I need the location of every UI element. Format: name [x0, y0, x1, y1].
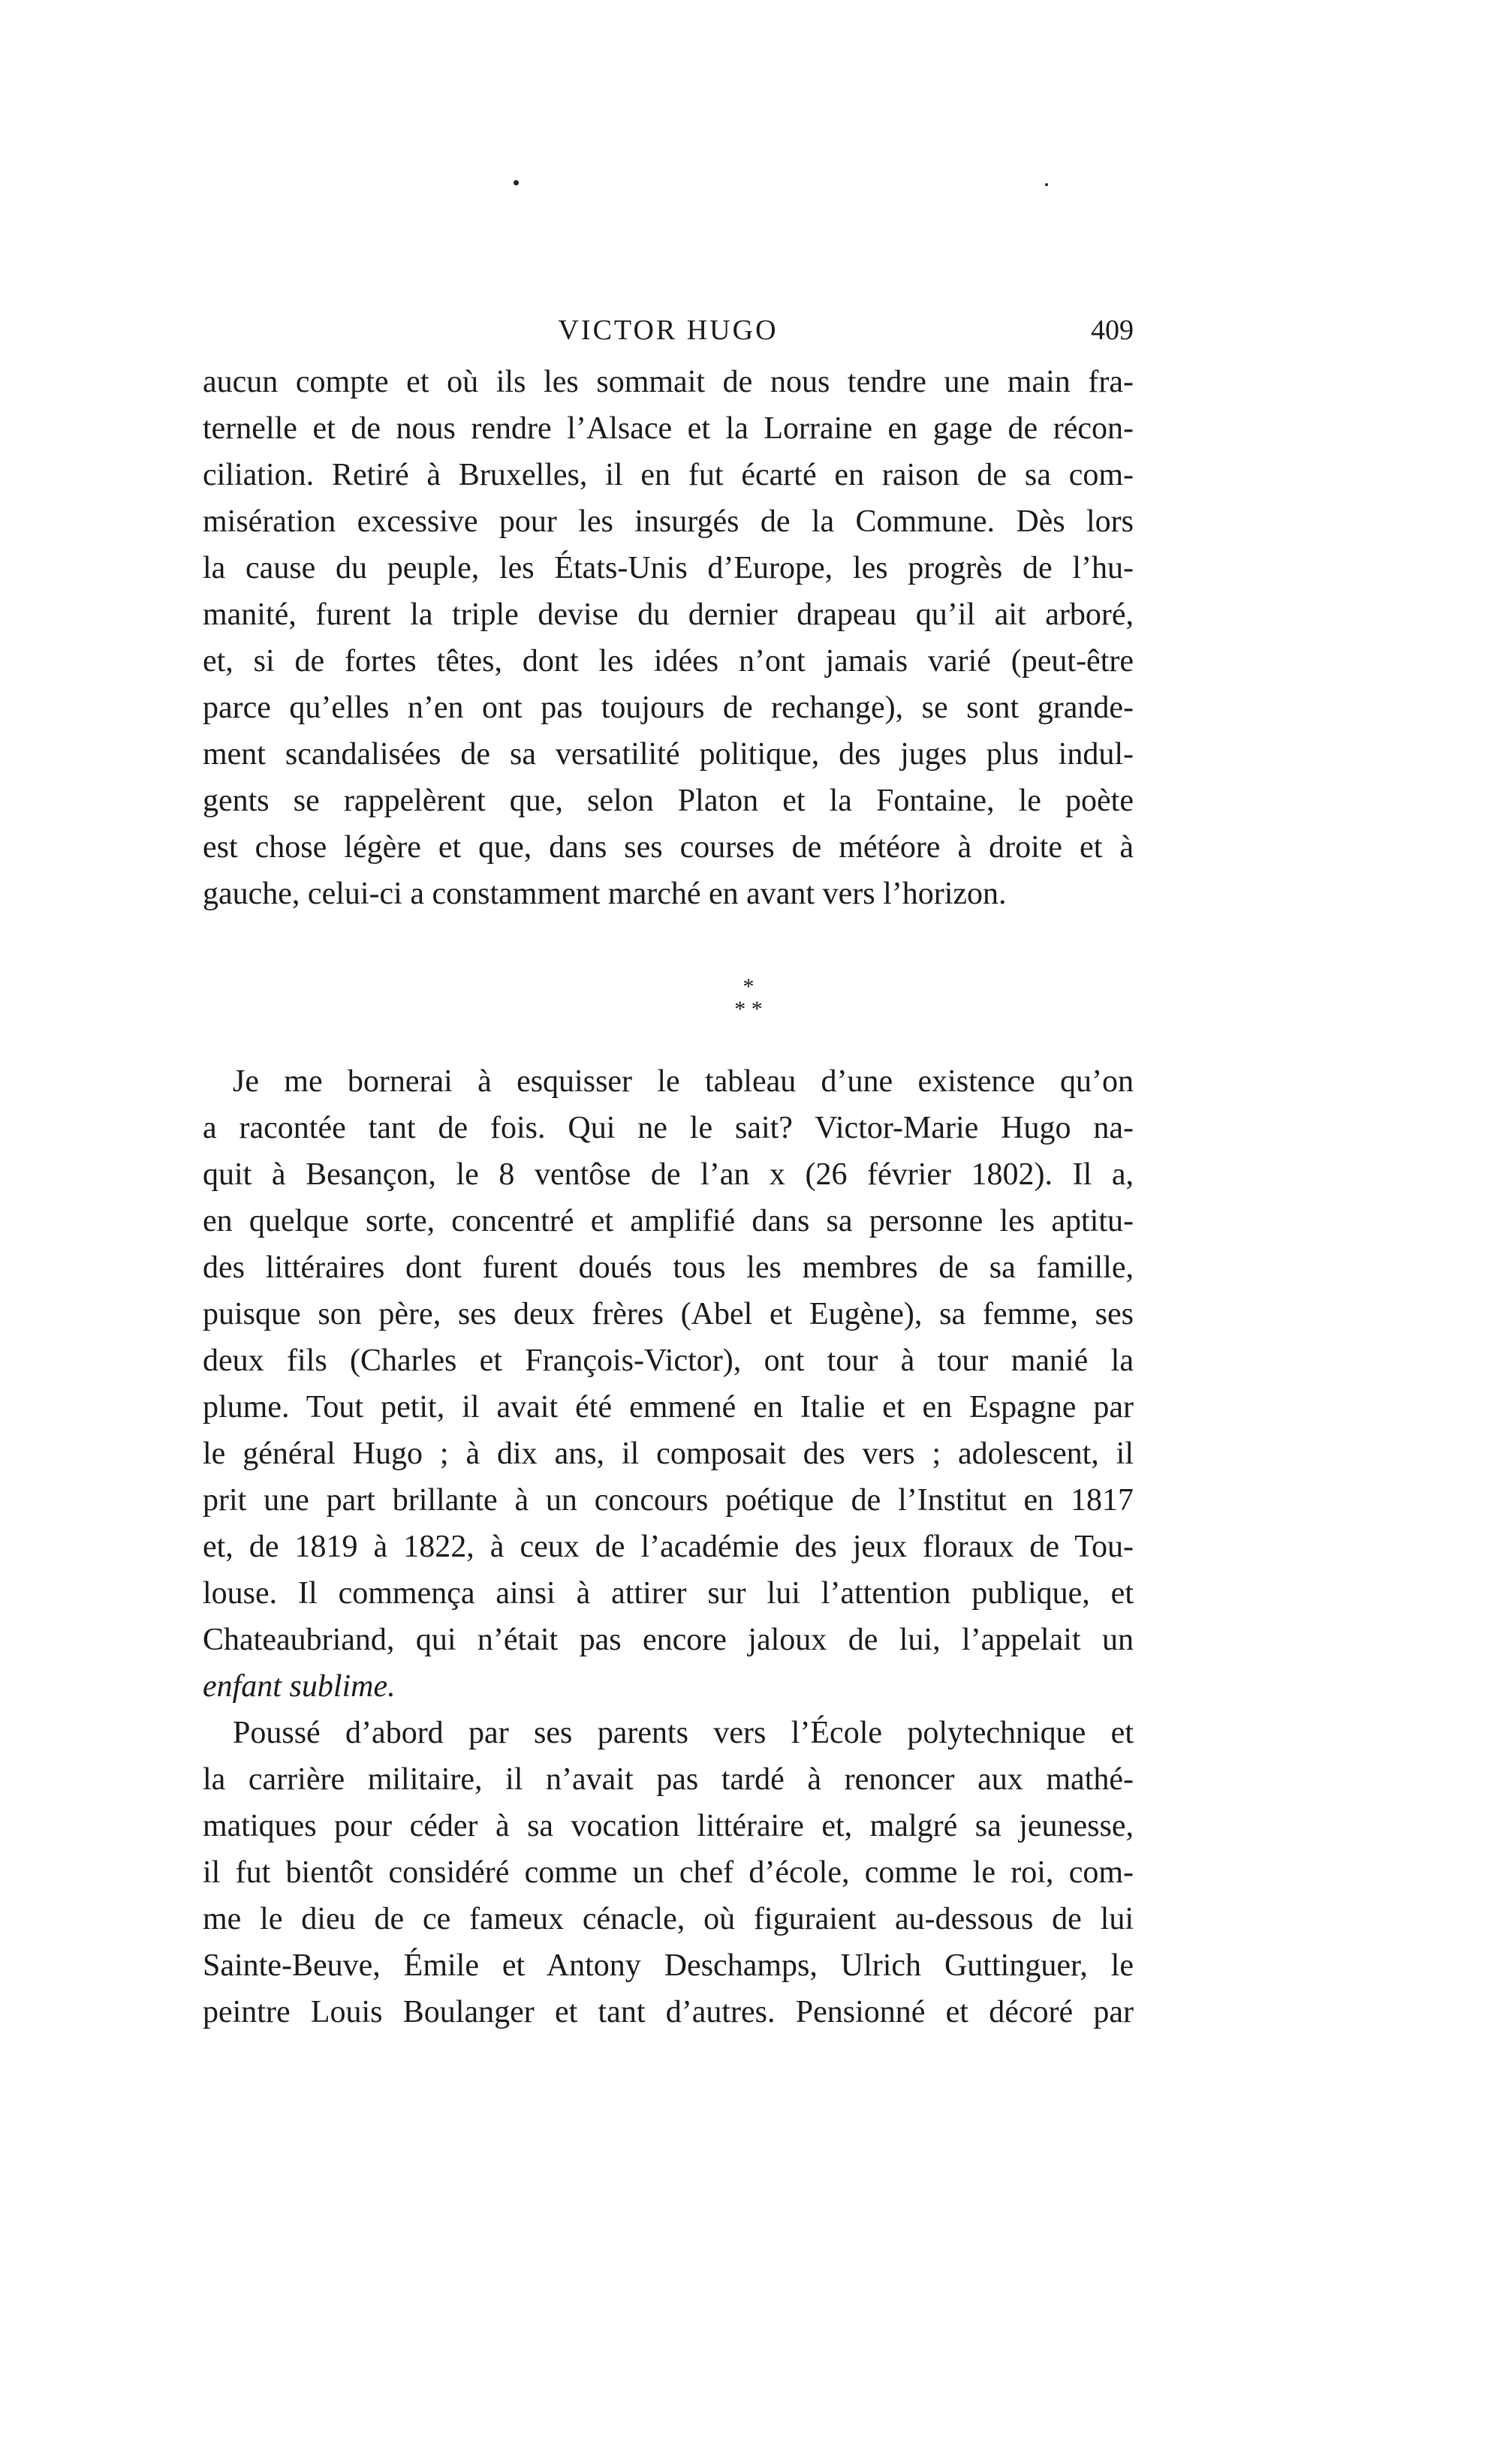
text-line: prit une part brillante à un concours poétique de l’Institut en 1817: [203, 1483, 1134, 1518]
asterism-top: *: [742, 974, 755, 999]
text-line: peintre Louis Boulanger et tant d’autres. Pensionné et décoré par: [203, 1995, 1134, 2029]
text-line: gents se rappelèrent que, selon Platon et la Fontaine, le poète: [203, 784, 1134, 818]
text-line: quit à Besançon, le 8 ventôse de l’an x (26 février 1802). Il a,: [203, 1157, 1134, 1192]
text-line: parce qu’elles n’en ont pas toujours de rechange), se sont grande-: [203, 690, 1134, 725]
text-line: louse. Il commença ainsi à attirer sur lui l’attention publique, et: [203, 1576, 1134, 1611]
text-line: gauche, celui-ci a constamment marché en avant vers l’horizon.: [203, 877, 1007, 911]
text-line: en quelque sorte, concentré et amplifié dans sa personne les aptitu-: [203, 1204, 1134, 1238]
print-speck: [514, 180, 519, 185]
text-line: ciliation. Retiré à Bruxelles, il en fut écarté en raison de sa com-: [203, 458, 1134, 492]
text-line: ternelle et de nous rendre l’Alsace et la Lorraine en gage de récon-: [203, 411, 1134, 446]
section-asterism: [0, 976, 1497, 1021]
text-line: plume. Tout petit, il avait été emmené en Italie et en Espagne par: [203, 1390, 1134, 1425]
running-title: VICTOR HUGO: [558, 314, 779, 346]
text-line: est chose légère et que, dans ses courses de météore à droite et à: [203, 830, 1134, 865]
asterism-bottom: * *: [734, 997, 763, 1021]
text-line: Je me bornerai à esquisser le tableau d’une existence qu’on: [233, 1064, 1134, 1099]
main-text: [203, 1058, 1134, 2035]
text-line: misération excessive pour les insurgés de la Commune. Dès lors: [203, 504, 1134, 539]
text-line: Chateaubriand, qui n’était pas encore jaloux de lui, l’appelait un: [203, 1623, 1134, 1657]
page-header: [203, 308, 1134, 353]
text-line: Poussé d’abord par ses parents vers l’École polytechnique et: [233, 1716, 1134, 1750]
text-line: le général Hugo ; à dix ans, il composait des vers ; adolescent, il: [203, 1437, 1134, 1471]
text-line: il fut bientôt considéré comme un chef d’école, comme le roi, com-: [203, 1855, 1134, 1890]
text-line: des littéraires dont furent doués tous les membres de sa famille,: [203, 1250, 1134, 1285]
text-line: manité, furent la triple devise du dernier drapeau qu’il ait arboré,: [203, 597, 1134, 632]
print-speck: [1045, 183, 1048, 186]
text-line: la cause du peuple, les États-Unis d’Europe, les progrès de l’hu-: [203, 551, 1134, 585]
text-line: a racontée tant de fois. Qui ne le sait? Victor-Marie Hugo na-: [203, 1111, 1134, 1145]
text-line-italic: enfant sublime.: [203, 1669, 396, 1704]
text-line: aucun compte et où ils les sommait de nous tendre une main fra-: [203, 365, 1134, 399]
text-line: me le dieu de ce fameux cénacle, où figuraient au-dessous de lui: [203, 1902, 1134, 1936]
text-line: puisque son père, ses deux frères (Abel et Eugène), sa femme, ses: [203, 1297, 1134, 1331]
text-line: et, si de fortes têtes, dont les idées n’ont jamais varié (peut-être: [203, 644, 1134, 678]
text-line: et, de 1819 à 1822, à ceux de l’académie des jeux floraux de Tou-: [203, 1530, 1134, 1564]
text-line: la carrière militaire, il n’avait pas tardé à renoncer aux mathé-: [203, 1762, 1134, 1797]
text-line: deux fils (Charles et François-Victor), ont tour à tour manié la: [203, 1343, 1134, 1378]
paragraph-continued: [203, 359, 1134, 917]
text-line: ment scandalisées de sa versatilité politique, des juges plus indul-: [203, 737, 1134, 772]
text-line: matiques pour céder à sa vocation littéraire et, malgré sa jeunesse,: [203, 1809, 1134, 1843]
text-line: Sainte-Beuve, Émile et Antony Deschamps, Ulrich Guttinguer, le: [203, 1948, 1134, 1983]
page-number: 409: [1091, 314, 1134, 346]
